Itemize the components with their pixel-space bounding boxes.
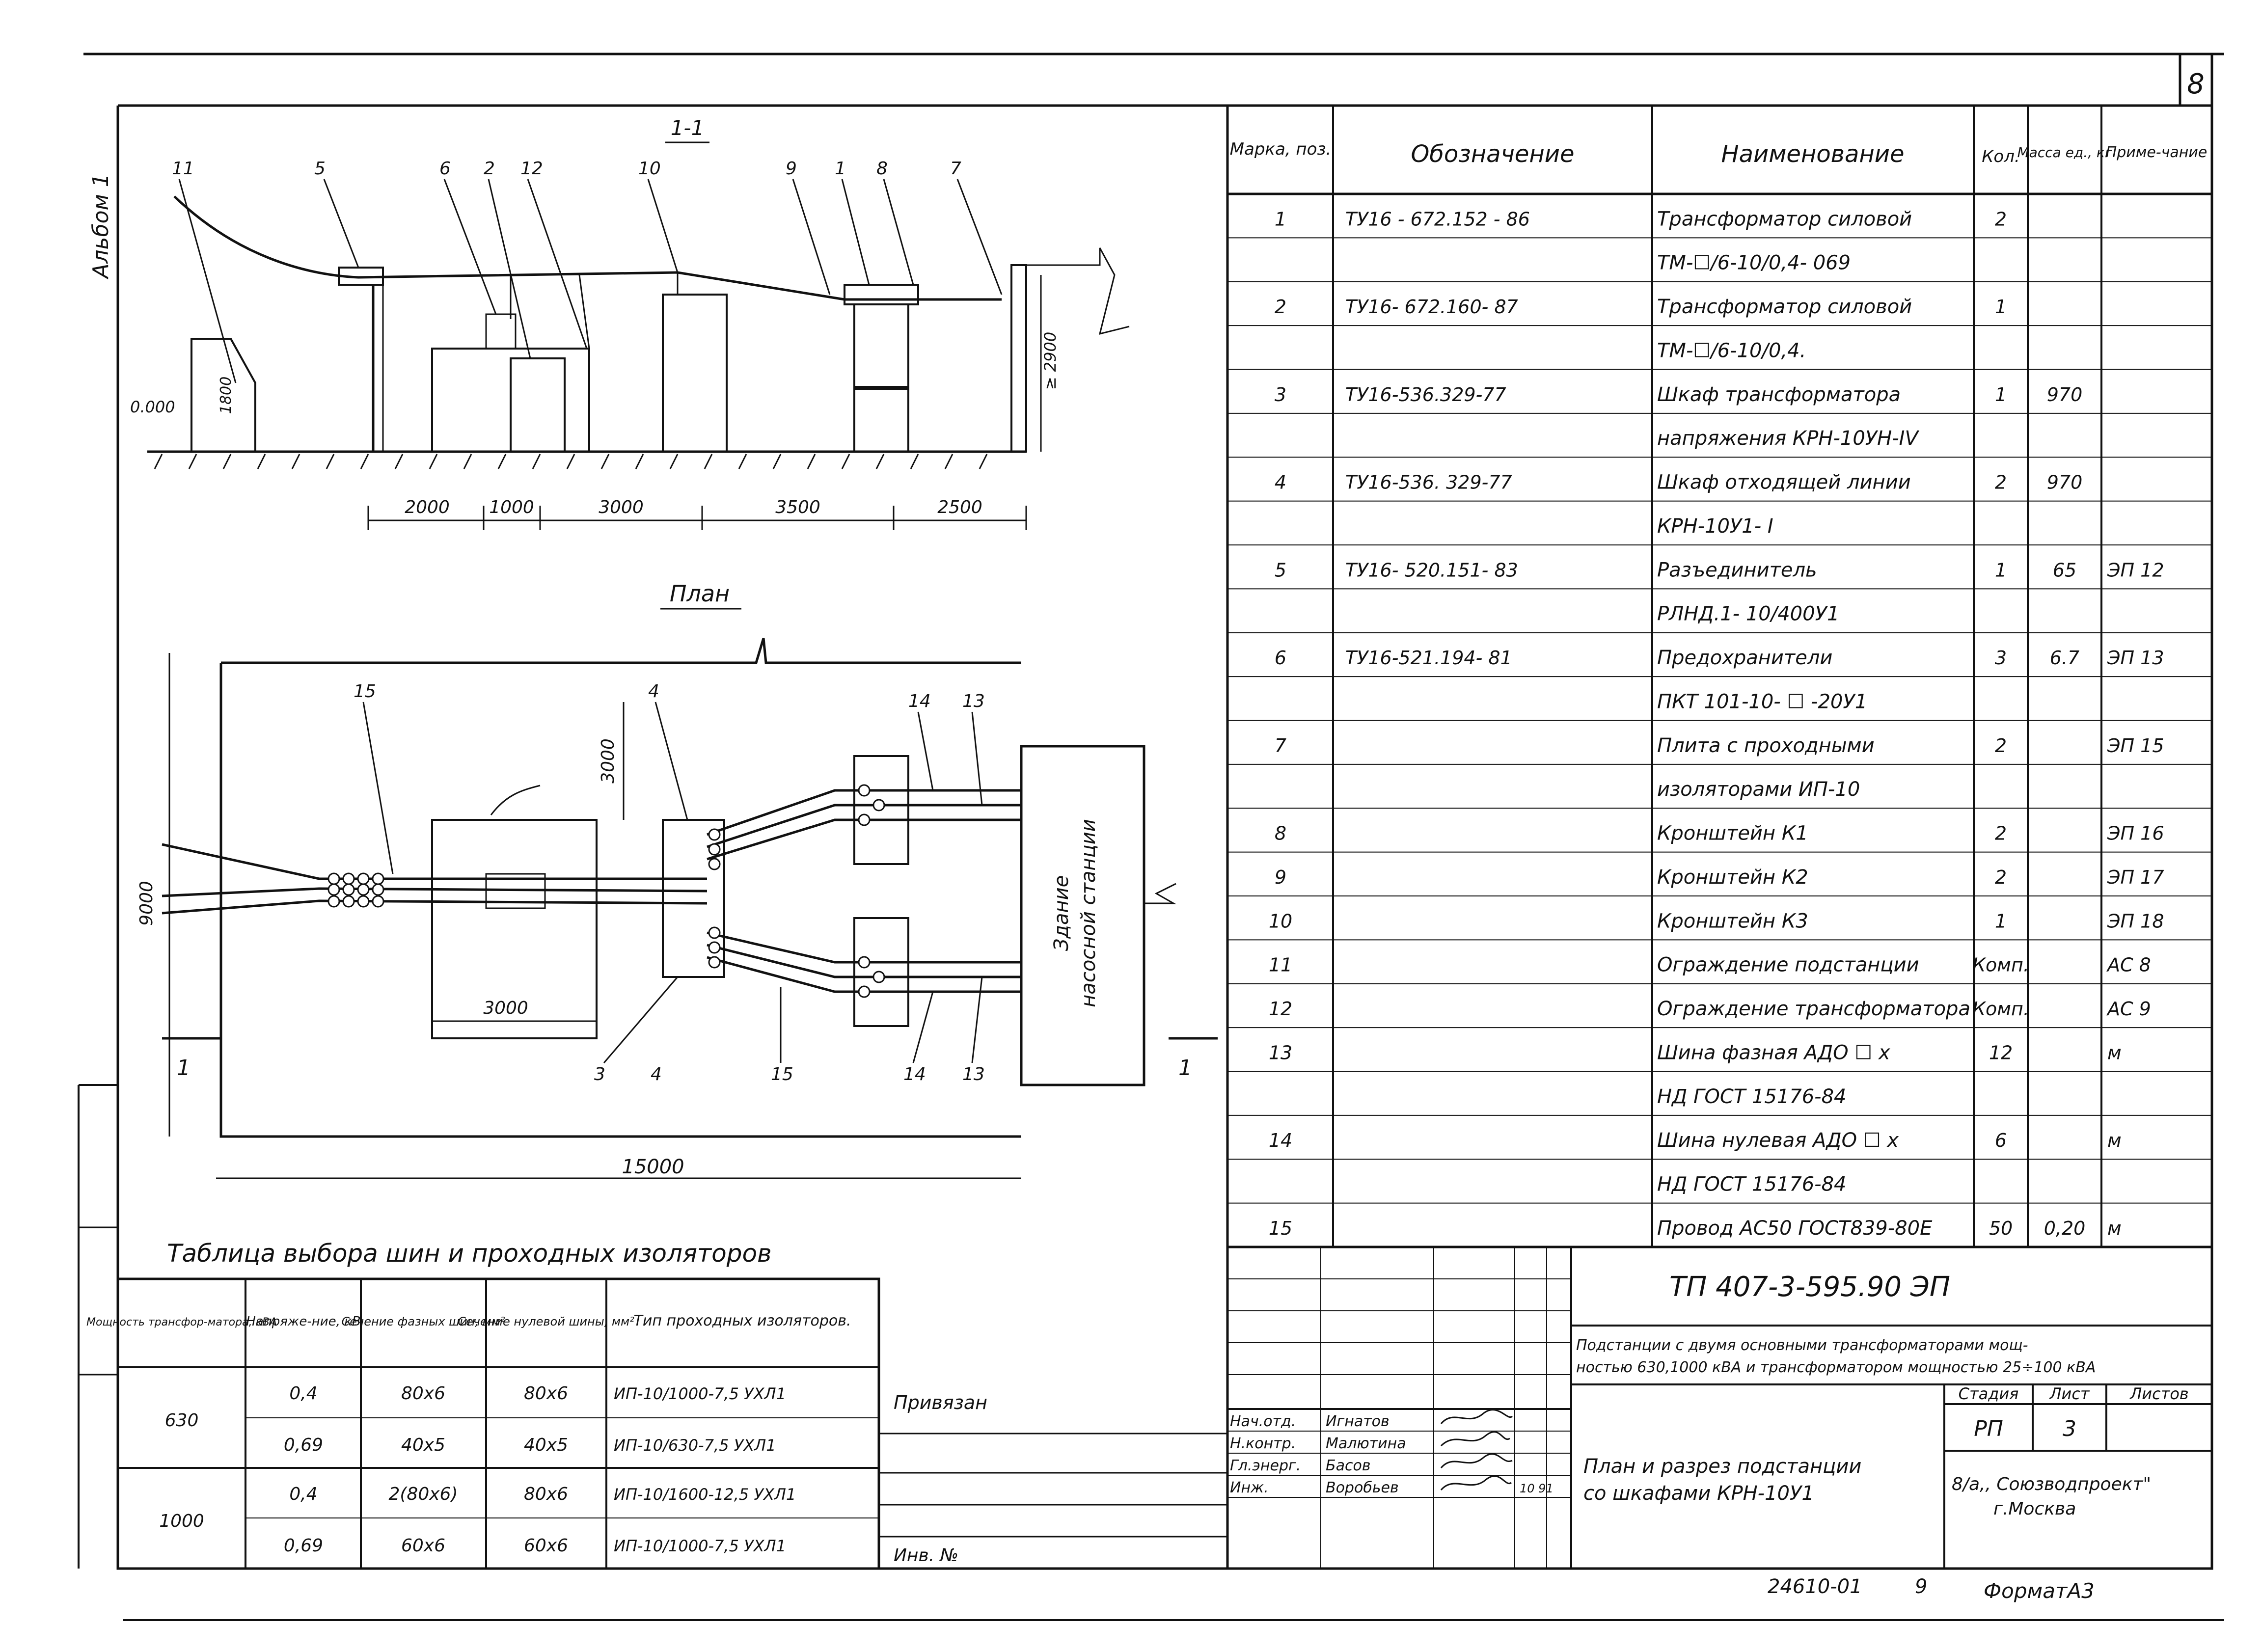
- bus-insulator-3: ИП-10/1600-12,5 УХЛ1: [614, 1485, 796, 1504]
- sig-role-4: Инж.: [1230, 1479, 1269, 1496]
- doc-code: ТП 407-3-595.90 ЭП: [1669, 1271, 1951, 1303]
- spec-cell-name: ТМ-☐/6-10/0,4.: [1657, 339, 1806, 362]
- section-mark-right: 1: [1178, 1056, 1192, 1081]
- plan-callout-14-bottom: 14: [903, 1064, 926, 1084]
- spec-cell-qty: 2: [1994, 734, 2007, 757]
- bus-voltage-1: 0,4: [289, 1383, 318, 1404]
- section-callouts: [172, 159, 961, 179]
- spec-cell-designation: ТУ16-536.329-77: [1345, 383, 1506, 406]
- organization-2: г.Москва: [1993, 1499, 2076, 1519]
- callout-11: 11: [172, 159, 194, 179]
- bus-neutral-4: 60x6: [523, 1536, 569, 1556]
- spec-cell-designation: ТУ16-521.194- 81: [1345, 647, 1512, 669]
- spec-cell-designation: ТУ16 - 672.152 - 86: [1345, 208, 1530, 230]
- spec-cell-note: АС 8: [2107, 954, 2151, 976]
- spec-cell-name: Кронштейн К3: [1657, 910, 1808, 933]
- spec-cell-qty: 1: [1994, 296, 2007, 318]
- spec-header-pos: Марка, поз.: [1229, 139, 1332, 159]
- spec-cell-name: ТМ-☐/6-10/0,4- 069: [1657, 251, 1851, 274]
- sig-role-1: Нач.отд.: [1230, 1413, 1296, 1430]
- spec-cell-pos: 7: [1274, 734, 1287, 757]
- spec-cell-mass: 65: [2052, 559, 2077, 581]
- spec-cell-note: АС 9: [2107, 998, 2151, 1020]
- spec-cell-qty: 50: [1989, 1217, 2013, 1239]
- spec-cell-mass: 970: [2046, 383, 2083, 406]
- side-stamp: [879, 1392, 1227, 1566]
- spec-cell-pos: 9: [1274, 866, 1287, 888]
- bus-header-phase: Сечение фазных шин, мм²: [341, 1315, 505, 1328]
- spec-cell-pos: 6: [1274, 647, 1287, 669]
- callout-7: 7: [950, 159, 961, 179]
- plan-callout-3-bottom: 3: [594, 1064, 605, 1084]
- ground-hatch: [155, 454, 987, 469]
- level-zero: 0.000: [130, 398, 175, 416]
- dim-3000: 3000: [599, 497, 644, 517]
- bus-table: [86, 1239, 879, 1569]
- plan-callout-13-top: 13: [962, 691, 985, 711]
- spec-cell-name: изоляторами ИП-10: [1657, 778, 1860, 801]
- spec-cell-note: ЭП 12: [2107, 559, 2164, 581]
- spec-rows: [1269, 208, 2164, 1240]
- section-dimensions: [405, 497, 982, 517]
- spec-cell-name: Предохранители: [1657, 647, 1833, 670]
- sheet-no-value: 3: [2063, 1416, 2076, 1441]
- plan-callout-14-top: 14: [908, 691, 931, 711]
- small-transformer: [511, 358, 565, 452]
- plan-fence: [221, 638, 1021, 1137]
- power-transformer: [854, 304, 908, 452]
- spec-cell-name: Плита с проходными: [1657, 734, 1875, 757]
- sheets-header: Листов: [2130, 1384, 2189, 1403]
- spec-cell-pos: 2: [1274, 296, 1287, 318]
- privyazan-label: Привязан: [894, 1392, 987, 1413]
- spec-cell-note: ЭП 16: [2107, 822, 2164, 844]
- bus-header-power: Мощность трансфор-матора, кВА: [86, 1316, 277, 1328]
- spec-cell-qty: 1: [1994, 559, 2007, 581]
- plan-callout-4-top: 4: [648, 681, 659, 702]
- bus-insulator-2: ИП-10/630-7,5 УХЛ1: [614, 1436, 776, 1455]
- spec-cell-name: Провод АС50 ГОСТ839-80Е: [1657, 1217, 1933, 1240]
- plan-callout-13-bottom: 13: [962, 1064, 985, 1084]
- spec-cell-qty: 12: [1989, 1042, 2013, 1064]
- section-mark-left: 1: [177, 1056, 191, 1081]
- signature-rows: [1230, 1413, 1553, 1496]
- spec-cell-name: ПКТ 101-10- ☐ -20У1: [1657, 690, 1868, 713]
- spec-cell-name: Трансформатор силовой: [1657, 296, 1912, 319]
- spec-header-note: Приме-чание: [2105, 144, 2207, 161]
- callout-10: 10: [638, 159, 661, 179]
- plan-callout-15-top: 15: [354, 681, 376, 702]
- plan-view: [136, 580, 1218, 1178]
- bus-header-insulator: Тип проходных изоляторов.: [633, 1312, 851, 1329]
- spec-cell-name: Шина нулевая АДО ☐ x: [1657, 1129, 1899, 1152]
- building-label-2: насосной станции: [1077, 819, 1100, 1007]
- plan-title: План: [669, 580, 730, 607]
- spec-cell-qty: Комп.: [1972, 954, 2029, 976]
- dim-1000: 1000: [489, 497, 534, 517]
- spec-cell-pos: 8: [1274, 822, 1287, 844]
- spec-cell-pos: 4: [1274, 471, 1287, 493]
- cabinet-krn: [663, 295, 727, 452]
- spec-cell-designation: ТУ16-536. 329-77: [1345, 471, 1512, 493]
- spec-cell-pos: 5: [1274, 559, 1287, 581]
- spec-header: [1230, 139, 2207, 168]
- bus-power-630: 630: [164, 1410, 199, 1431]
- sheet-header: Лист: [2049, 1384, 2090, 1403]
- stage-value: РП: [1974, 1416, 2003, 1441]
- spec-cell-name: Шина фазная АДО ☐ x: [1657, 1041, 1890, 1064]
- bus-insulator-1: ИП-10/1000-7,5 УХЛ1: [614, 1384, 786, 1403]
- bus-table-title: Таблица выбора шин и проходных изоляторов: [167, 1239, 772, 1268]
- spec-cell-name: Кронштейн К1: [1657, 822, 1808, 845]
- plan-callout-15-bottom: 15: [771, 1064, 793, 1084]
- bus-neutral-3: 80x6: [523, 1484, 569, 1504]
- sig-date: 10 91: [1520, 1482, 1553, 1495]
- sig-name-3: Басов: [1326, 1457, 1371, 1474]
- spec-header-name: Наименование: [1721, 140, 1905, 168]
- bus-phase-4: 60x6: [401, 1536, 446, 1556]
- spec-cell-qty: 3: [1994, 647, 2007, 669]
- fence-height: 1800: [218, 376, 235, 414]
- plan-callout-4-bottom: 4: [651, 1064, 662, 1084]
- bus-neutral-1: 80x6: [523, 1383, 569, 1404]
- spec-cell-note: ЭП 17: [2107, 866, 2164, 888]
- plan-dim-width: 15000: [622, 1156, 684, 1178]
- spec-cell-name: Ограждение подстанции: [1657, 953, 1919, 976]
- spec-cell-pos: 11: [1268, 954, 1293, 976]
- sheet-title-1: План и разрез подстанции: [1583, 1455, 1862, 1478]
- bus-header-voltage: Напряже-ние, кВ: [246, 1314, 361, 1329]
- callout-leaders: [179, 179, 1002, 383]
- inv-no-label: Инв. №: [894, 1545, 959, 1566]
- inventory-code: 24610-01: [1768, 1575, 1862, 1598]
- spec-header-mass: Масса ед., кг: [2017, 144, 2112, 161]
- spec-cell-note: ЭП 15: [2107, 734, 2164, 757]
- inventory-index: 9: [1915, 1575, 1928, 1598]
- spec-cell-qty: Комп.: [1972, 998, 2029, 1020]
- bus-power-1000: 1000: [159, 1511, 204, 1531]
- spec-cell-name: Шкаф отходящей линии: [1657, 471, 1911, 494]
- spec-header-qty: Кол.: [1982, 147, 2020, 166]
- sheet-format: ФорматА3: [1984, 1579, 2095, 1603]
- building-label-1: Здание: [1050, 875, 1073, 951]
- bus-insulator-4: ИП-10/1000-7,5 УХЛ1: [614, 1537, 786, 1555]
- dim-2500: 2500: [937, 497, 982, 517]
- spec-cell-qty: 2: [1994, 822, 2007, 844]
- spec-cell-note: м: [2107, 1042, 2122, 1064]
- spec-cell-pos: 10: [1268, 910, 1293, 932]
- plan-dim-inner-height: 3000: [598, 738, 618, 784]
- dim-2000: 2000: [405, 497, 450, 517]
- spec-cell-name: НД ГОСТ 15176-84: [1657, 1173, 1847, 1196]
- spec-table: [1227, 106, 2212, 1247]
- building-wall: [1011, 265, 1026, 452]
- spec-cell-qty: 2: [1994, 208, 2007, 230]
- callout-6: 6: [439, 159, 451, 179]
- sig-role-3: Гл.энерг.: [1230, 1457, 1301, 1474]
- bus-table-header: [86, 1312, 851, 1329]
- doc-description-2: ностью 630,1000 кВА и трансформатором мощностью 25÷100 кВА: [1576, 1359, 2096, 1376]
- spec-cell-mass: 0,20: [2044, 1217, 2086, 1239]
- spec-cell-note: м: [2107, 1130, 2122, 1152]
- spec-cell-designation: ТУ16- 520.151- 83: [1345, 559, 1518, 581]
- spec-cell-pos: 12: [1268, 998, 1293, 1020]
- spec-cell-note: ЭП 13: [2107, 647, 2164, 669]
- spec-cell-qty: 1: [1994, 383, 2007, 406]
- doc-description-1: Подстанции с двумя основными трансформаторами мощ-: [1576, 1337, 2028, 1354]
- callout-9: 9: [786, 159, 797, 179]
- spec-cell-note: м: [2107, 1217, 2122, 1239]
- spec-cell-name: НД ГОСТ 15176-84: [1657, 1085, 1847, 1108]
- bus-phase-3: 2(80x6): [388, 1484, 458, 1504]
- fuse-box: [486, 314, 516, 349]
- spec-cell-name: Трансформатор силовой: [1657, 208, 1912, 231]
- spec-cell-pos: 13: [1268, 1042, 1293, 1064]
- page-number: 8: [2187, 68, 2205, 100]
- sheet-title-2: со шкафами КРН-10У1: [1583, 1482, 1814, 1505]
- spec-cell-pos: 1: [1274, 208, 1287, 230]
- spec-cell-qty: 2: [1994, 471, 2007, 493]
- section-view: [130, 116, 1129, 530]
- spec-cell-mass: 6.7: [2049, 647, 2080, 669]
- spec-cell-note: ЭП 18: [2107, 910, 2164, 932]
- wall-height: ≥ 2900: [1041, 331, 1060, 390]
- callout-1: 1: [835, 159, 846, 179]
- spec-header-designation: Обозначение: [1411, 140, 1575, 168]
- bus-voltage-3: 0,4: [289, 1484, 318, 1504]
- spec-cell-qty: 6: [1994, 1130, 2007, 1152]
- callout-2: 2: [484, 159, 495, 179]
- dim-3500: 3500: [775, 497, 820, 517]
- spec-cell-name: Шкаф трансформатора: [1657, 383, 1901, 406]
- spec-cell-pos: 3: [1274, 383, 1287, 406]
- bus-header-neutral: Сечение нулевой шины, мм²: [458, 1315, 634, 1328]
- sig-name-2: Малютина: [1326, 1435, 1406, 1452]
- spec-cell-qty: 1: [1994, 910, 2007, 932]
- spec-cell-name: Кронштейн К2: [1657, 866, 1808, 889]
- album-label: Альбом 1: [88, 173, 113, 278]
- sig-name-1: Игнатов: [1326, 1413, 1390, 1430]
- stage-header: Стадия: [1958, 1384, 2019, 1403]
- spec-cell-designation: ТУ16- 672.160- 87: [1345, 296, 1518, 318]
- organization-1: 8/а,, Союзводпроект": [1952, 1474, 2152, 1494]
- bus-voltage-4: 0,69: [283, 1536, 324, 1556]
- spec-cell-name: Ограждение трансформатора: [1657, 998, 1970, 1021]
- callout-5: 5: [314, 159, 326, 179]
- bus-phase-2: 40x5: [401, 1435, 446, 1455]
- spec-cell-pos: 15: [1268, 1217, 1293, 1239]
- bus-phase-1: 80x6: [401, 1383, 446, 1404]
- sig-role-2: Н.контр.: [1230, 1435, 1296, 1452]
- bus-voltage-2: 0,69: [283, 1435, 324, 1455]
- callout-8: 8: [876, 159, 888, 179]
- bus-table-rows: [159, 1383, 796, 1556]
- spec-cell-qty: 2: [1994, 866, 2007, 888]
- sig-name-4: Воробьев: [1326, 1479, 1399, 1496]
- section-title: 1-1: [670, 116, 705, 140]
- bus-neutral-2: 40x5: [523, 1435, 569, 1455]
- spec-cell-name: РЛНД.1- 10/400У1: [1657, 602, 1840, 625]
- spec-cell-mass: 970: [2046, 471, 2083, 493]
- spec-cell-name: напряжения КРН-10УН-IV: [1657, 427, 1918, 450]
- title-block: [1227, 1247, 2212, 1569]
- callout-12: 12: [520, 159, 543, 179]
- plan-callouts: [354, 681, 985, 1084]
- spec-cell-name: КРН-10У1- I: [1657, 515, 1773, 538]
- plan-dim-inner-width: 3000: [483, 998, 528, 1018]
- plan-dim-height: 9000: [136, 881, 157, 926]
- spec-cell-name: Разъединитель: [1657, 559, 1817, 582]
- spec-cell-pos: 14: [1268, 1130, 1293, 1152]
- handwritten-signatures: [1441, 1410, 1512, 1490]
